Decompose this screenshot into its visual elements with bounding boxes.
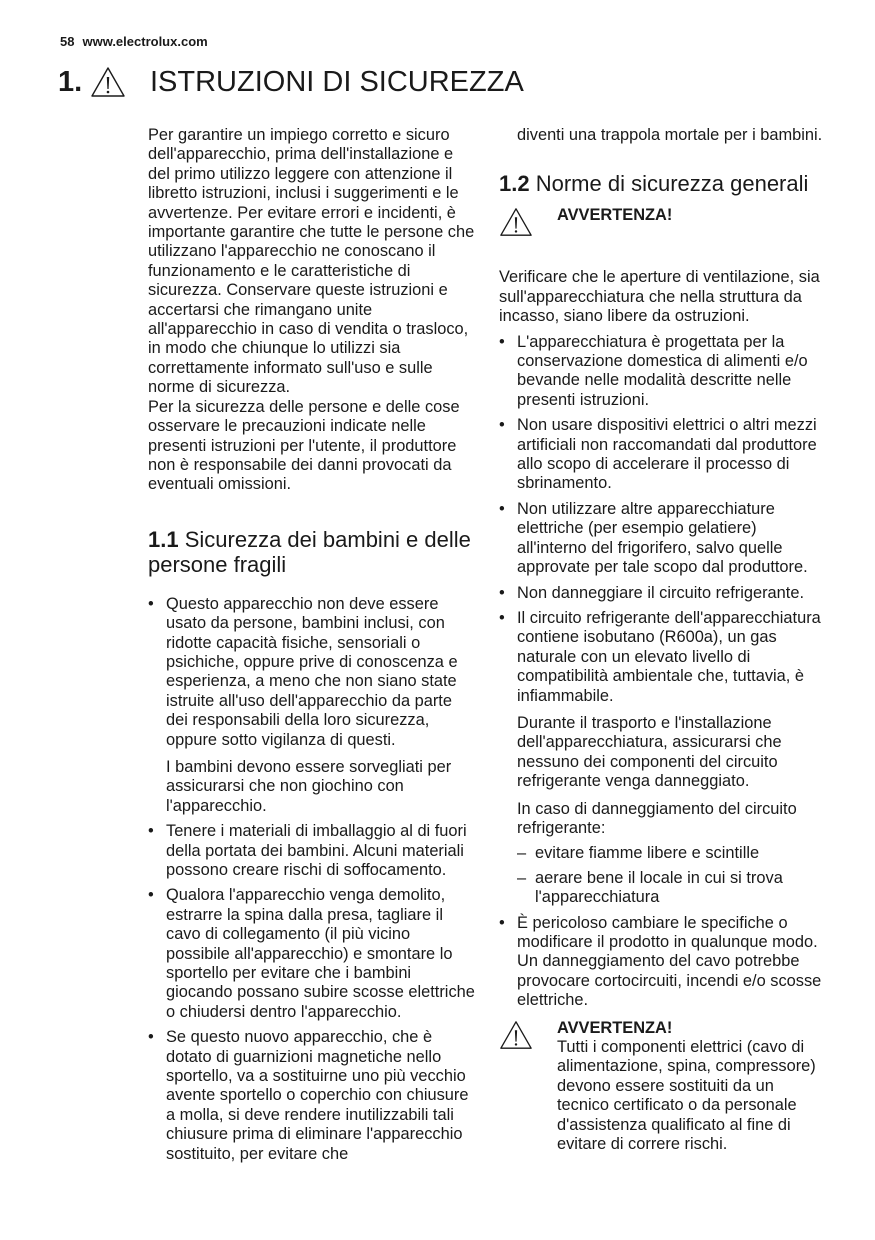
subsection-title: Sicurezza dei bambini e delle persone fragili bbox=[148, 526, 471, 577]
warning-block bbox=[499, 1019, 827, 1155]
list-item bbox=[148, 822, 476, 880]
list-item bbox=[499, 416, 827, 494]
intro-paragraph-2: Per la sicurezza delle persone e delle cose osservare le precauzioni indicate nelle presenti istruzioni per l'utente, il produttore non è responsabile dei danni provocati da eventuali omissioni. bbox=[148, 397, 460, 494]
list-item-text: In caso di danneggiamento del circuito refrigerante: bbox=[517, 799, 797, 837]
page-number: 58 bbox=[60, 34, 75, 49]
list-item bbox=[499, 584, 827, 603]
list-item-text: • Tenere i materiali di imballaggio al di fuori della portata dei bambini. Alcuni materiali possono creare rischi di soffocamento. bbox=[166, 822, 467, 879]
list-item bbox=[499, 609, 827, 908]
left-column bbox=[148, 126, 476, 1170]
list-item-text: • Non danneggiare il circuito refrigerante. bbox=[517, 583, 804, 602]
list-item-text: • È pericoloso cambiare le specifiche o modificare il prodotto in qualunque modo. Un danneggiamento del cavo potrebbe provocare cortocircuiti, incendi e/o scosse elettriche. bbox=[517, 913, 822, 1010]
list-item-text: • Il circuito refrigerante dell'apparecchiatura contiene isobutano (R600a), un gas naturale con un elevato livello di compatibilità ambientale che, tuttavia, è infiammabile. bbox=[517, 608, 821, 705]
list-item: – aerare bene il locale in cui si trova l'apparecchiatura bbox=[517, 869, 827, 908]
list-item-text: • Qualora l'apparecchio venga demolito, estrarre la spina dalla presa, tagliare il cavo di collegamento (il più vicino possibile all'apparecchio) e smontare lo sportello per evitare che i bambini giocando possano subire scosse elettriche o chiudersi dentro l'apparecchio. bbox=[166, 886, 475, 1021]
list-item-text: Durante il trasporto e l'installazione dell'apparecchiatura, assicurarsi che nessuno dei componenti del circuito refrigerante venga danneggiato. bbox=[517, 713, 782, 791]
warning-triangle-icon bbox=[499, 1019, 533, 1051]
list-item bbox=[148, 886, 476, 1022]
warning-title: AVVERTENZA! bbox=[557, 1018, 673, 1037]
intro-paragraph-1: Per garantire un impiego corretto e sicuro dell'apparecchio, prima dell'installazione e del primo utilizzo leggere con attenzione il libretto istruzioni, inclusi i suggerimenti e le avvertenze. Per evitare errori e incidenti, è importante garantire che tutte le persone che utilizzano l'apparecchio ne conoscano il funzionamento e le caratteristiche di sicurezza. Conservare queste istruzioni e accertarsi che rimangano unite all'apparecchio in caso di vendita o trasloco, in modo che chiunque lo utilizzi sia correttamente informato sull'uso e sulle norme di sicurezza. bbox=[148, 126, 475, 397]
subsection-number: 1.2 bbox=[499, 171, 530, 197]
list-item bbox=[499, 500, 827, 578]
ventilation-paragraph: Verificare che le aperture di ventilazione, sia sull'apparecchiatura che nella struttura da incasso, siano libere da ostruzioni. bbox=[499, 268, 820, 326]
warning-triangle-icon bbox=[499, 206, 533, 238]
list-item-text: • Non utilizzare altre apparecchiature elettriche (per esempio gelatiere) all'interno del frigorifero, salvo quelle approvate per tale scopo dal produttore. bbox=[517, 499, 808, 577]
general-safety-list bbox=[499, 333, 827, 1011]
subsection-1-2-heading bbox=[499, 171, 827, 196]
list-item-text: • Se questo nuovo apparecchio, che è dotato di guarnizioni magnetiche nello sportello, va a sostituirne uno più vecchio avente sportello o coperchio con chiusure a molla, si deve rendere inutilizzabili tali chiusure prima di eliminare l'apparecchio sostituito, per evitare che bbox=[166, 1028, 469, 1163]
list-item-text: • L'apparecchiatura è progettata per la conservazione domestica di alimenti e/o bevande nelle modalità descritte nelle presenti istruzioni. bbox=[517, 332, 808, 409]
page-header bbox=[60, 34, 208, 49]
warning-triangle-icon bbox=[90, 66, 126, 98]
list-item bbox=[148, 595, 476, 816]
website-link[interactable]: www.electrolux.com bbox=[82, 34, 208, 49]
subsection-1-1-heading bbox=[148, 527, 476, 577]
list-item bbox=[499, 333, 827, 411]
warning-block bbox=[499, 206, 827, 246]
warning-text: Tutti i componenti elettrici (cavo di alimentazione, spina, compressore) devono essere sostituiti da un tecnico certificato o da personale d'assistenza qualificato al fine di evitare di correre rischi. bbox=[557, 1038, 816, 1154]
subsection-number: 1.1 bbox=[148, 526, 179, 552]
list-item bbox=[499, 914, 827, 1011]
children-safety-list bbox=[148, 595, 476, 1164]
list-item: – evitare fiamme libere e scintille bbox=[517, 844, 827, 863]
section-title: ISTRUZIONI DI SICUREZZA bbox=[150, 66, 524, 98]
continued-text: diventi una trappola mortale per i bambini. bbox=[517, 126, 823, 144]
subsection-title: Norme di sicurezza generali bbox=[535, 171, 809, 197]
warning-title: AVVERTENZA! bbox=[557, 206, 673, 225]
list-item bbox=[148, 1028, 476, 1164]
refrigerant-damage-list bbox=[517, 844, 827, 907]
list-item-text: • Non usare dispositivi elettrici o altri mezzi artificiali non raccomandati dal produttore allo scopo di accelerare il processo di sbrinamento. bbox=[517, 416, 817, 493]
list-item-text: • Questo apparecchio non deve essere usato da persone, bambini inclusi, con ridotte capacità fisiche, sensoriali o psichiche, oppure prive di conoscenza e esperienza, a meno che non siano state istruite all'uso dell'apparecchio da parte dei responsabili della loro sicurezza, oppure sotto vigilanza di questi. bbox=[166, 594, 458, 749]
right-column bbox=[499, 126, 827, 1154]
list-item-text: I bambini devono essere sorvegliati per assicurarsi che non giochino con l'apparecchio. bbox=[166, 757, 452, 815]
section-number: 1. bbox=[58, 66, 83, 98]
